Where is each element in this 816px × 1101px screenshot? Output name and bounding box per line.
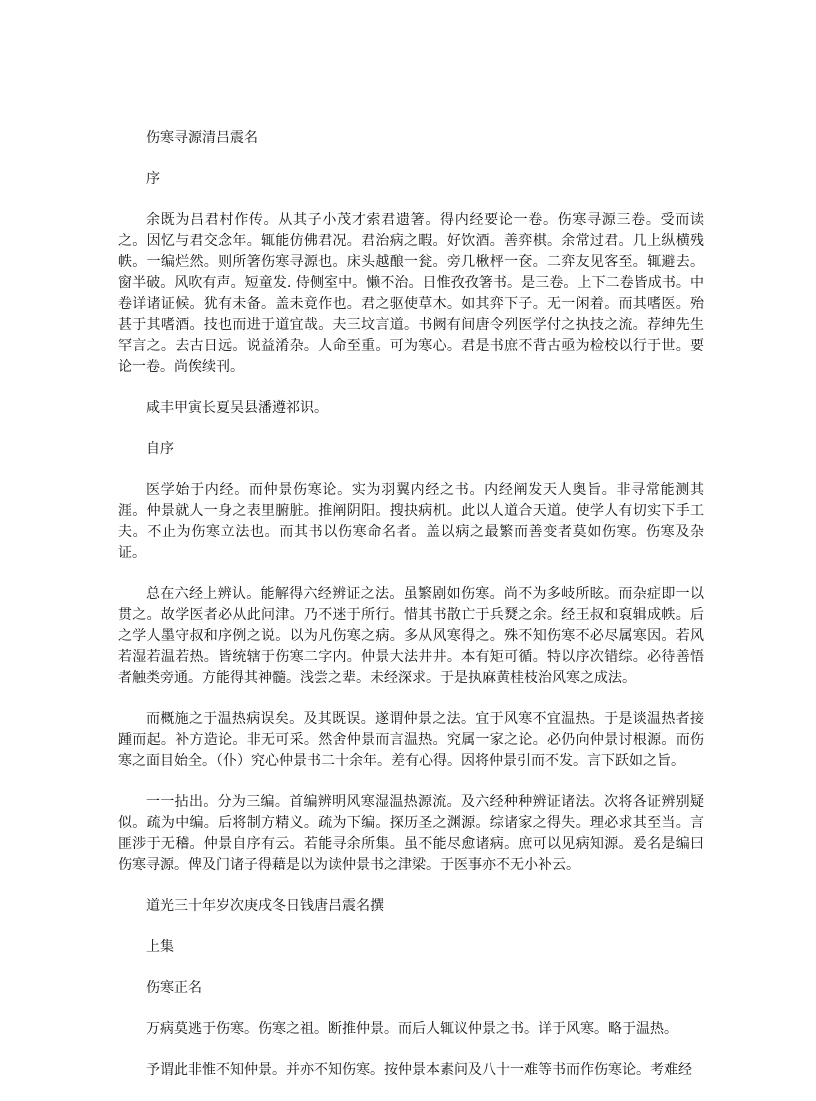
preface-body: 余既为吕君村作传。从其子小茂才索君遗箸。得内经要论一卷。伤寒寻源三卷。受而读之。因忆与君交念年。辄能仿佛君况。君治病之暇。好饮酒。善弈棋。余常过君。几上纵横残帙。一编烂然。则所箸伤寒寻源也。床头越酿一瓮。旁几楸枰一奁。二弈友见客至。辄避去。窗半破。风吹有声。短童发. 侍侧室中。懒不治。日惟孜孜箸书。是三卷。上下二卷皆成书。中卷详诸证候。犹有未备。盖未竟作也。君之驱使草木。如其弈下子。无一闲着。而其嗜医。殆甚于其嗜酒。技也而进于道宜哉。夫三坟言道。书阙有间唐令列医学付之执技之流。荐绅先生罕言之。去古日远。说益淆杂。人命至重。可为寒心。君是书庶不背古亟为检校以行于世。要论一卷。尚俟续刊。 <box>118 212 704 375</box>
self-preface-paragraph: 医学始于内经。而仲景伤寒论。实为羽翼内经之书。内经阐发天人奥旨。非寻常能测其涯。仲景就人一身之表里腑脏。推阐阴阳。搜抉病机。此以人道合天道。使学人有切实下手工夫。不止为伤寒立法也。而其书以伤寒命名者。盖以病之最繁而善变者莫如伤寒。伤寒及杂证。 <box>118 482 704 561</box>
self-preface-heading: 自序 <box>146 441 174 457</box>
document-page <box>118 128 704 1101</box>
preface-heading: 序 <box>146 171 160 187</box>
section-paragraph: 予谓此非惟不知仲景。并亦不知伤寒。按仲景本素问及八十一难等书而作伤寒论。考难经 <box>146 1062 692 1078</box>
self-preface-signature: 道光三十年岁次庚戌冬日钱唐吕震名撰 <box>146 898 384 914</box>
section-paragraph: 万病莫逃于伤寒。伤寒之祖。断推仲景。而后人辄议仲景之书。详于风寒。略于温热。 <box>146 1021 678 1037</box>
document-title: 伤寒寻源清吕震名 <box>146 130 258 146</box>
self-preface-paragraph: 一一拈出。分为三编。首编辨明风寒湿温热源流。及六经种种辨证诸法。次将各证辨别疑似。疏为中编。后将制方精义。疏为下编。探历圣之渊源。综诸家之得失。理必求其至当。言匪涉于无稽。仲景自序有云。若能寻余所集。虽不能尽愈诸病。庶可以见病知源。爰名是编曰伤寒寻源。俾及门诸子得藉是以为读仲景书之津梁。于医事亦不无小补云。 <box>118 794 704 873</box>
volume-heading: 上集 <box>146 939 174 955</box>
self-preface-paragraph: 总在六经上辨认。能解得六经辨证之法。虽繁剧如伤寒。尚不为多岐所眩。而杂症即一以贯之。故学医者必从此问津。乃不迷于所行。惜其书散亡于兵燹之余。经王叔和裒辑成帙。后之学人墨守叔和序例之说。以为凡伤寒之病。多从风寒得之。殊不知伤寒不必尽属寒因。若风若湿若温若热。皆统辖于伤寒二字内。仲景大法井井。本有矩可循。特以序次错综。必待善悟者触类旁通。方能得其神髓。浅尝之辈。未经深求。于是执麻黄桂枝治风寒之成法。 <box>118 586 704 686</box>
preface-signature: 咸丰甲寅长夏吴县潘遵祁识。 <box>146 400 328 416</box>
section-heading: 伤寒正名 <box>146 980 202 996</box>
self-preface-paragraph: 而概施之于温热病误矣。及其既误。遂谓仲景之法。宜于风寒不宜温热。于是谈温热者接踵而起。补方造论。非无可采。然舍仲景而言温热。究属一家之论。必仍向仲景讨根源。而伤寒之面目始全。（仆）究心仲景书二十余年。差有心得。因将仲景引而不发。言下跃如之旨。 <box>118 711 704 769</box>
